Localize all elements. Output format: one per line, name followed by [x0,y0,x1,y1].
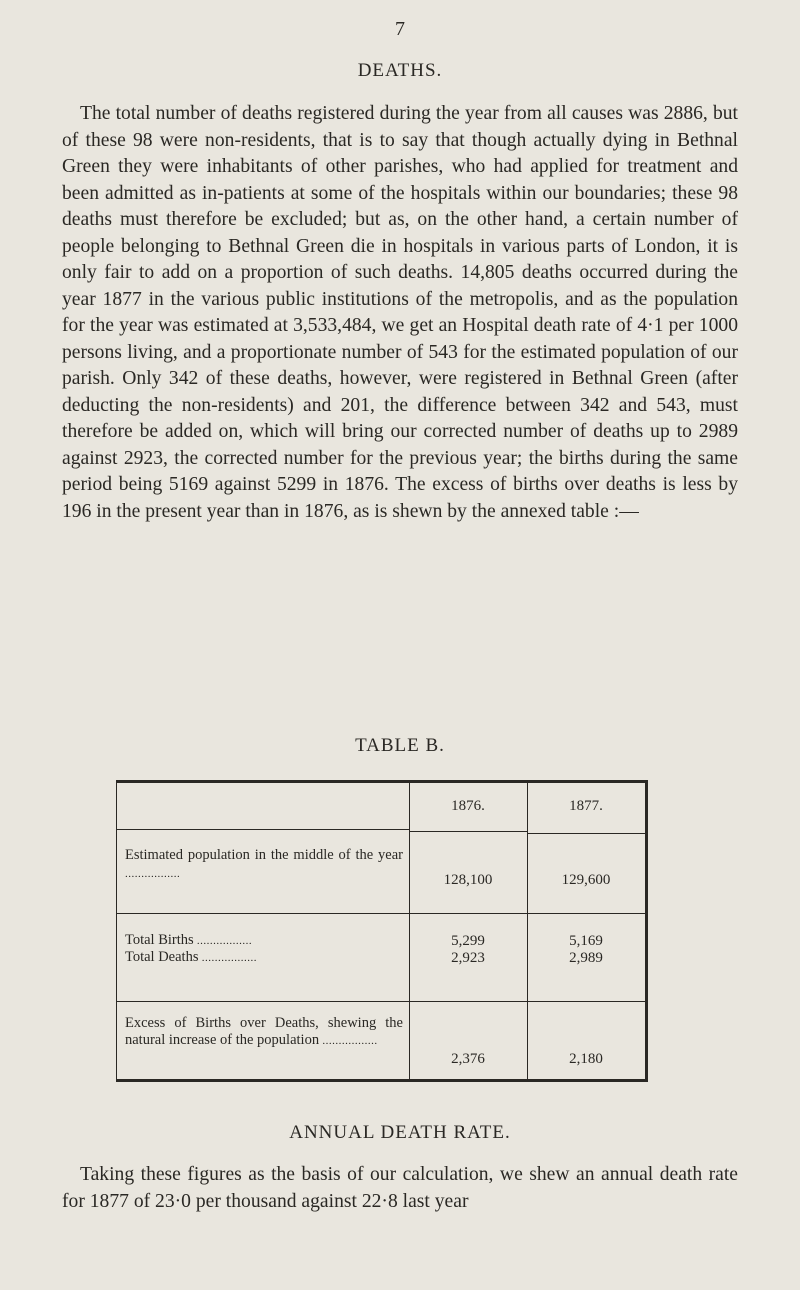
table-row-population [117,847,409,883]
deaths-heading: DEATHS. [357,60,443,81]
page-number: 7 [395,18,405,40]
row-label-population: Estimated population in the middle of the year [125,847,403,863]
excess-1877: 2,180 [569,1051,603,1067]
row-label-births: Total Births [125,932,194,948]
death-rate-heading: ANNUAL DEATH RATE. [289,1122,511,1143]
excess-1876: 2,376 [451,1051,485,1067]
table-row-excess [117,1015,409,1050]
population-1876: 128,100 [443,872,493,888]
deaths-1876: 2,923 [451,950,485,966]
table-title: TABLE B. [355,735,445,756]
table-row-births [117,932,409,950]
column-header-1877: 1877. [569,798,603,814]
population-1877: 129,600 [561,872,611,888]
deaths-1877: 2,989 [569,950,603,966]
births-1877: 5,169 [569,933,603,949]
table-b [116,780,648,1082]
deaths-paragraph [62,101,738,525]
births-1876: 5,299 [451,933,485,949]
row-label-deaths: Total Deaths [125,949,199,965]
death-rate-paragraph [62,1162,738,1215]
death-rate-paragraph-text: Taking these figures as the basis of our calculation, we shew an annual death rate for 1877 of 23·0 per thousand against 22·8 last year [62,1164,738,1212]
column-header-1876: 1876. [451,798,485,814]
row-label-excess: Excess of Births over Deaths, shewing the natural increase of the population [125,1015,403,1048]
deaths-paragraph-text: The total number of deaths registered during the year from all causes was 2886, but of these 98 were non-residents, that is to say that though actually dying in Bethnal Green they were inhabitants of other parishes, who had applied for treatment and been admitted as in-patients at some of the hospitals within our boundaries; these 98 deaths must therefore be excluded; but as, on the other hand, a certain number of people belonging to Bethnal Green die in hospitals in various parts of London, it is only fair to add on a proportion of such deaths. 14,805 deaths occurred during the year 1877 in the various public institutions of the metropolis, and as the population for the year was estimated at 3,533,484, we get an Hospital death rate of 4·1 per 1000 persons living, and a proportionate number of 543 for the estimated population of our parish. Only 342 of these deaths, however, were registered in Bethnal Green (after deducting the non-residents) and 201, the difference between 342 and 543, must therefore be added on, which will bring our corrected number of deaths up to 2989 against 2923, the corrected number for the previous year; the births during the same period being 5169 against 5299 in 1876. The excess of births over deaths is less by 196 in the present year than in 1876, as is shewn by the annexed table :— [62,103,738,522]
table-row-deaths [117,949,409,967]
